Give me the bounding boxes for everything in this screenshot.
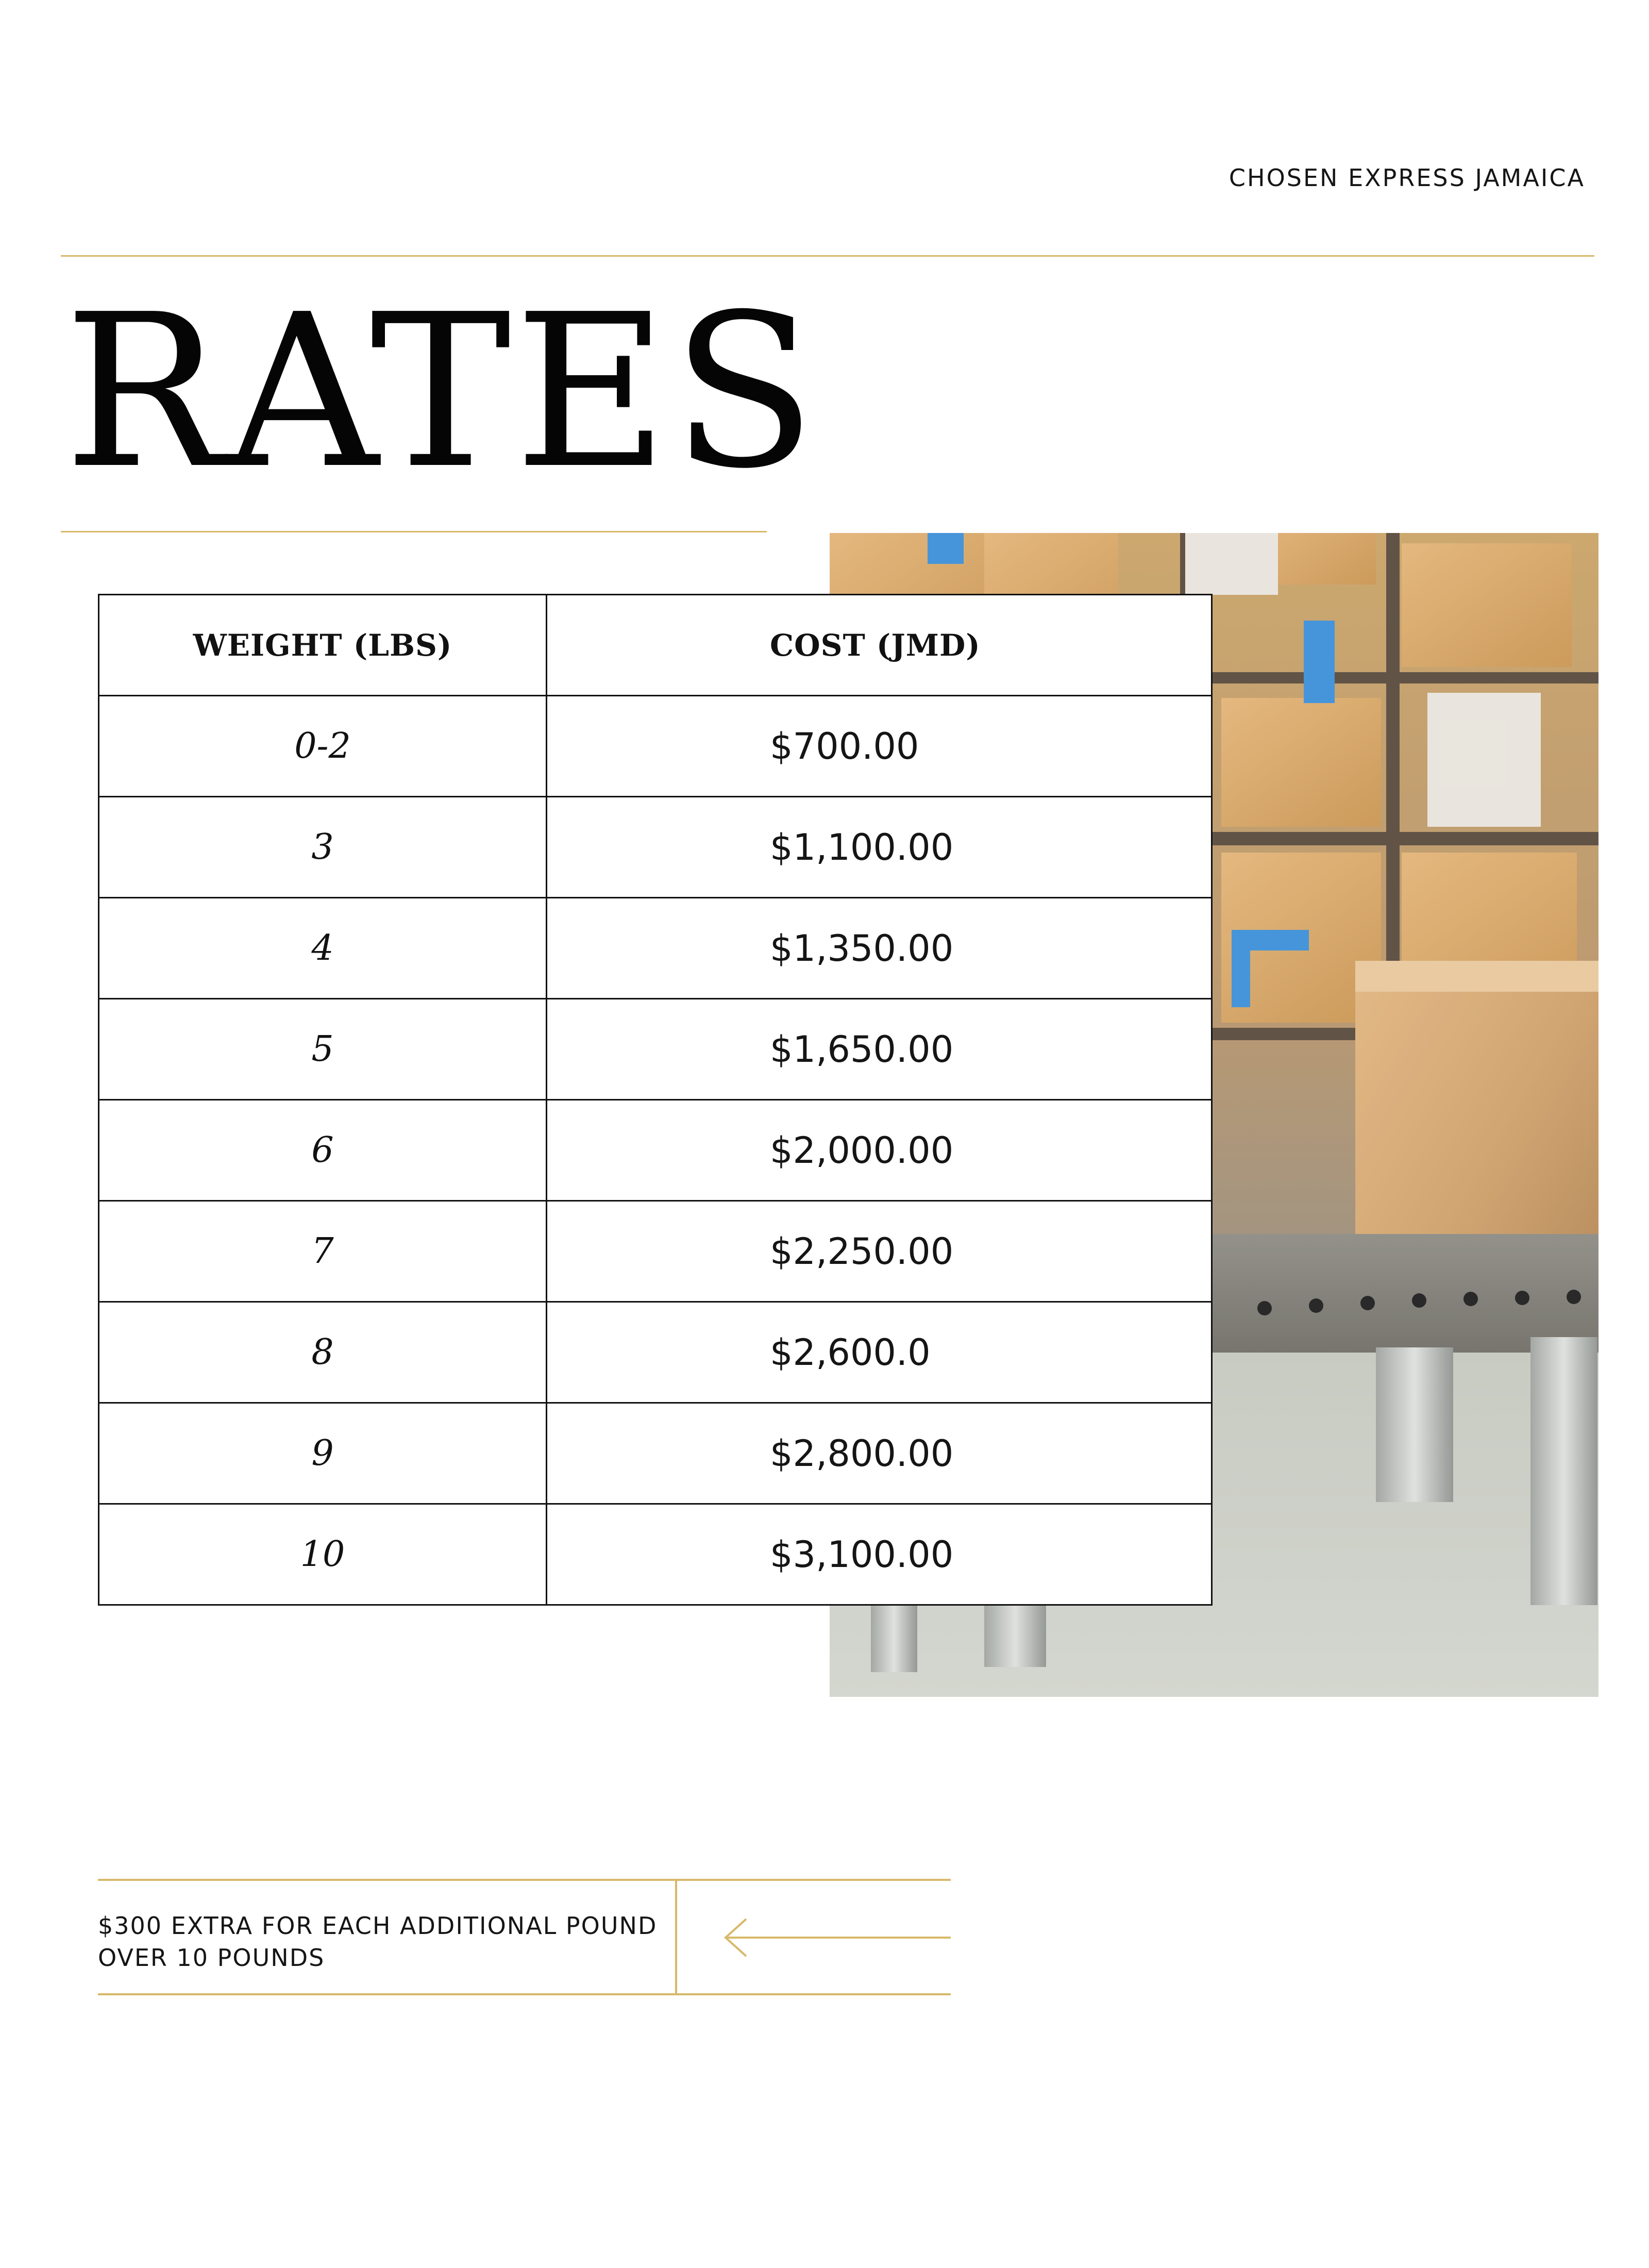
cost-cell: $700.00 xyxy=(547,696,1212,797)
page-title: RATES xyxy=(64,269,820,515)
cost-cell: $3,100.00 xyxy=(547,1504,1212,1605)
extra-charge-line-1: $300 EXTRA FOR EACH ADDITIONAL POUND xyxy=(98,1912,658,1940)
weight-cell: 6 xyxy=(99,1100,547,1201)
extra-charge-note xyxy=(98,1879,951,1995)
brand-name: CHOSEN EXPRESS JAMAICA xyxy=(1229,164,1585,192)
table-row xyxy=(99,898,1212,999)
title-divider xyxy=(61,531,767,532)
table-row xyxy=(99,999,1212,1100)
weight-cell: 4 xyxy=(99,898,547,999)
weight-cell: 5 xyxy=(99,999,547,1100)
table-row xyxy=(99,696,1212,797)
rates-table xyxy=(98,594,1213,1606)
cost-cell: $2,600.0 xyxy=(547,1302,1212,1403)
cost-cell: $1,650.00 xyxy=(547,999,1212,1100)
extra-charge-text xyxy=(98,1910,665,1974)
table-row xyxy=(99,1403,1212,1504)
weight-cell: 7 xyxy=(99,1201,547,1302)
table-row xyxy=(99,1302,1212,1403)
extra-charge-line-2: OVER 10 POUNDS xyxy=(98,1944,325,1972)
cost-cell: $1,100.00 xyxy=(547,797,1212,898)
top-divider xyxy=(61,255,1594,257)
table-header-row xyxy=(99,595,1212,696)
arrow-left-icon xyxy=(721,1917,951,1958)
cost-cell: $2,000.00 xyxy=(547,1100,1212,1201)
weight-cell: 0-2 xyxy=(99,696,547,797)
note-divider xyxy=(675,1881,677,1993)
weight-cell: 8 xyxy=(99,1302,547,1403)
cost-column-header: COST (JMD) xyxy=(547,595,1212,696)
weight-cell: 9 xyxy=(99,1403,547,1504)
table-row xyxy=(99,1201,1212,1302)
cost-cell: $1,350.00 xyxy=(547,898,1212,999)
weight-cell: 10 xyxy=(99,1504,547,1605)
table-row xyxy=(99,1504,1212,1605)
table-row xyxy=(99,1100,1212,1201)
weight-column-header: WEIGHT (LBS) xyxy=(99,595,547,696)
table-row xyxy=(99,797,1212,898)
weight-cell: 3 xyxy=(99,797,547,898)
cost-cell: $2,250.00 xyxy=(547,1201,1212,1302)
cost-cell: $2,800.00 xyxy=(547,1403,1212,1504)
